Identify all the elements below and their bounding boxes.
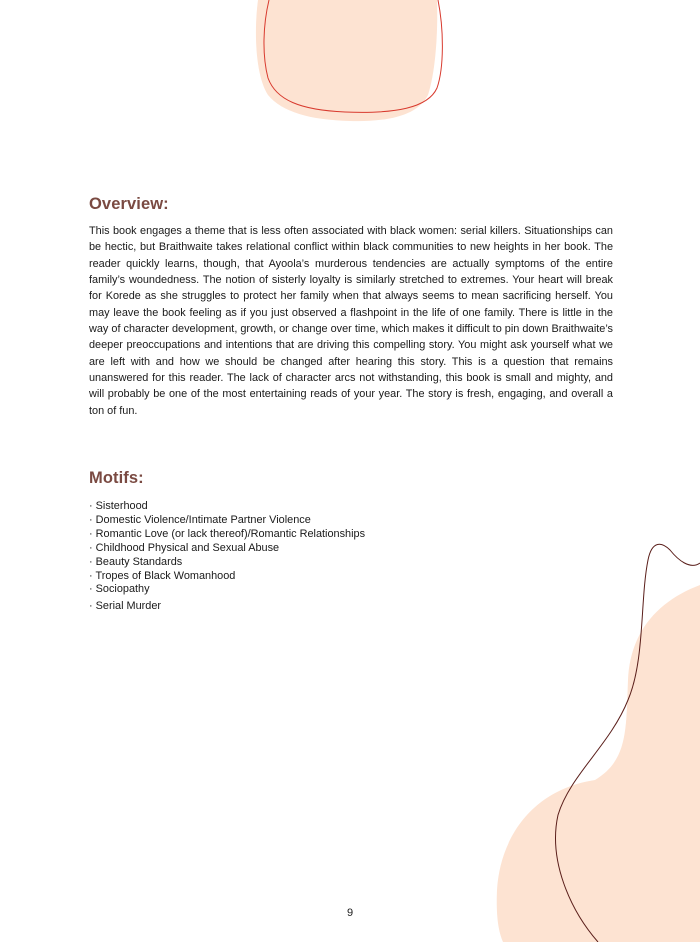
motif-label: Romantic Love (or lack thereof)/Romantic Relationships	[95, 527, 366, 540]
motif-label: Serial Murder	[95, 600, 162, 613]
overview-paragraph: This book engages a theme that is less often associated with black women: serial killers. Situationships can be hectic, but Braithwaite takes relational conflict within black communities to new heights in her book. The reader quickly learns, though, that Ayoola’s murderous tendencies are actually symptoms of the entire family’s woundedness. The notion of sisterly loyalty is similarly stretched to extremes. Your heart will break for Korede as she struggles to protect her family when that always seems to mean sacrificing herself. You may leave the book feeling as if you just observed a flashpoint in the life of one family. There is little in the way of character development, growth, or change over time, which makes it difficult to pin down Braithwaite’s deeper preoccupations and intentions that are driving this compelling story. You might ask yourself what we are left with and how we should be changed after hearing this story. This is a question that remains unanswered for this reader. The lack of character arcs not withstanding, this book is small and mighty, and will probably be one of the most entertaining reads of your year. The story is fresh, engaging, and overall a ton of fun.	[89, 225, 613, 417]
bottom-peach-blob-large	[497, 585, 700, 942]
list-item: · Serial Murder	[89, 600, 162, 613]
page-number: 9	[346, 907, 354, 919]
list-item: · Childhood Physical and Sexual Abuse	[89, 541, 280, 554]
motif-list	[89, 500, 365, 614]
motif-label: Sociopathy	[95, 583, 150, 596]
motif-label: Sisterhood	[95, 500, 148, 512]
motif-label: Beauty Standards	[95, 555, 183, 568]
list-item: · Beauty Standards	[89, 555, 183, 568]
motifs-heading: Motifs:	[89, 469, 144, 487]
list-item: · Sociopathy	[89, 583, 150, 596]
list-item: · Tropes of Black Womanhood	[89, 569, 236, 582]
motif-label: Childhood Physical and Sexual Abuse	[95, 541, 280, 554]
motif-label: Tropes of Black Womanhood	[95, 569, 236, 582]
overview-heading: Overview:	[89, 195, 169, 213]
list-item: · Romantic Love (or lack thereof)/Romantic Relationships	[89, 527, 366, 540]
motif-label: Domestic Violence/Intimate Partner Violence	[95, 513, 311, 526]
list-item: · Domestic Violence/Intimate Partner Violence	[89, 513, 311, 526]
list-item: · Sisterhood	[89, 500, 148, 512]
